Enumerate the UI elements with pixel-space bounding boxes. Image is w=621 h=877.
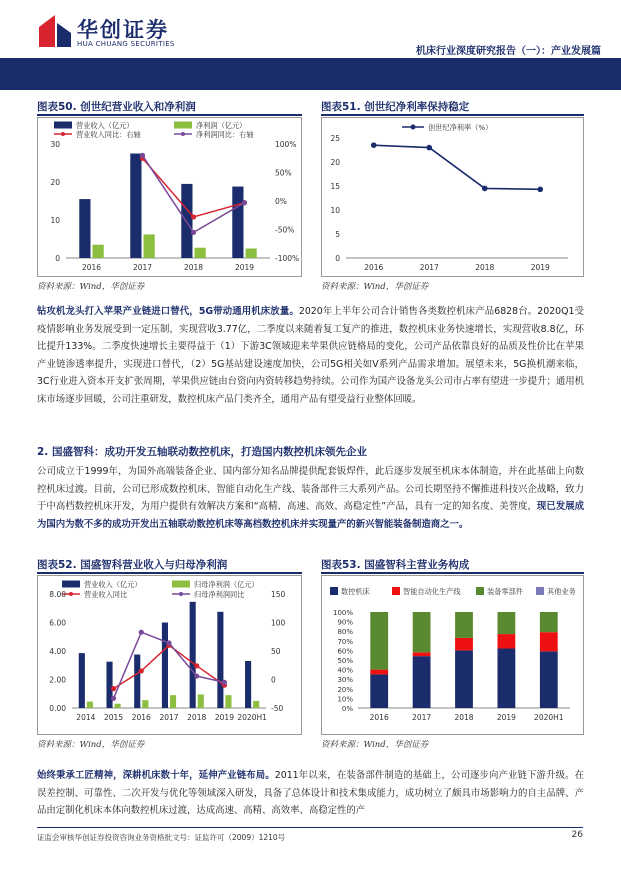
fig50-x-tick: 2018: [183, 263, 204, 272]
fig53-legend-swatch: [330, 587, 338, 595]
fig52-bar: [217, 612, 223, 708]
fig51-point: [371, 142, 377, 148]
fig52-legend-label: 营业收入同比: [84, 590, 128, 599]
fig51-y-tick: 15: [330, 182, 340, 191]
fig53-y-tick: 0%: [341, 705, 353, 713]
fig52-y2-tick: 100: [271, 618, 286, 628]
fig51-legend-marker: [411, 125, 416, 130]
fig52-bar: [190, 602, 196, 708]
fig50-legend-swatch: [54, 122, 72, 129]
fig52-bar: [198, 694, 204, 708]
fig52-point: [139, 630, 144, 635]
fig52-x-tick: 2017: [159, 713, 179, 722]
fig51-frame: [321, 117, 584, 277]
paragraph-3-lead: 始终秉承工匠精神，深耕机床数十年，延伸产业链布局。: [37, 770, 275, 781]
fig53-legend-label: 智能自动化生产线: [403, 587, 461, 596]
fig52-rule: [37, 572, 302, 574]
fig52-legend-label: 归母净利润同比: [194, 590, 245, 599]
fig52-title: 图表52. 国盛智科营业收入与归母净利润: [37, 559, 228, 571]
fig52-chart: [38, 576, 301, 734]
fig51-x-tick: 2018: [475, 263, 495, 272]
fig53-bar-segment: [497, 648, 515, 708]
fig53-bar-segment: [497, 612, 515, 634]
fig51-y-tick: 25: [330, 134, 340, 143]
fig50-y-tick: 0: [55, 254, 60, 263]
fig50-bar: [130, 154, 141, 259]
fig52-y-tick: 6.00: [49, 618, 66, 628]
fig52-bar: [106, 662, 112, 708]
fig51-point: [426, 145, 432, 151]
fig50-legend-label: 净利润（亿元）: [196, 121, 247, 130]
fig52-legend-label: 归母净利润（亿元）: [194, 580, 259, 589]
fig51-y-tick: 5: [335, 230, 340, 239]
fig51-y-tick: 10: [330, 206, 340, 215]
paragraph-3-text: 2011年以来，在装备部件制造的基础上，公司逐步向产业链下游升级。在误差控制、可靠性、二次开发与优化等领域深入研发，具备了总体设计和技术集成能力，成功树立了颇具市场影响力的自主品牌、产品由定制化机床本体向数控机床过渡，达成高速、高精、高效率、高稳定性的产: [37, 770, 584, 817]
fig50-bar: [232, 187, 243, 258]
logo-chinese-name: 华创证券: [77, 18, 169, 42]
fig51-source: 资料来源：Wind，华创证券: [321, 282, 429, 292]
fig53-x-tick: 2018: [454, 713, 474, 722]
fig52-x-tick: 2019: [214, 713, 234, 722]
footer-rule: [37, 827, 583, 828]
fig53-rule: [321, 572, 584, 574]
fig52-bar: [142, 700, 148, 708]
fig53-y-tick: 100%: [332, 609, 353, 617]
paragraph-2-bold: 现已发展成为国内为数不多的成功开发出五轴联动数控机床等高档数控机床并实现量产的新兴智能装备制造商之一。: [37, 501, 584, 530]
fig52-legend-swatch: [62, 581, 80, 588]
fig53-y-tick: 40%: [337, 666, 353, 675]
fig53-y-tick: 90%: [337, 618, 353, 627]
fig53-bar-segment: [370, 674, 388, 708]
fig51-title: 图表51. 创世纪净利率保持稳定: [321, 101, 470, 113]
fig53-x-tick: 2019: [496, 713, 516, 722]
page-number: 26: [571, 830, 583, 840]
fig50-bar: [79, 199, 90, 258]
fig53-legend-label: 装备零部件: [487, 587, 523, 596]
fig50-x-tick: 2019: [234, 263, 255, 272]
footer-text: 证监会审核华创证券投资咨询业务资格批文号：证监许可（2009）1210号: [37, 833, 286, 842]
fig52-point: [139, 668, 144, 673]
fig52-point: [194, 673, 199, 678]
report-title: 机床行业深度研究报告（一）：产业发展篇: [416, 46, 601, 57]
fig50-point: [191, 230, 196, 235]
fig50-legend-marker: [61, 132, 65, 136]
fig50-title: 图表50. 创世纪营业收入和净利润: [37, 101, 196, 113]
paragraph-2-text: 公司成立于1999年，为国外高端装备企业、国内部分知名品牌提供配套钣焊件，此后逐步发展至机床本体制造，并在此基础上向数控机床过渡。目前，公司已形成数控机床、智能自动化生产线、装备部件三大系列产品。公司长期坚持不懈推进科技兴企战略，致力于中高档数控机床开发，为用户提供有效解决方案和“高精、高速、高效、高稳定性”产品，具有一定的知名度、美誉度，: [37, 466, 584, 513]
fig50-bar: [246, 249, 257, 259]
fig52-bar: [115, 704, 121, 708]
fig52-source: 资料来源：Wind，华创证券: [37, 740, 145, 750]
fig53-bar-segment: [540, 612, 558, 632]
fig53-bar-segment: [540, 651, 558, 708]
fig53-y-tick: 20%: [337, 685, 353, 694]
fig52-x-tick: 2016: [131, 713, 151, 722]
fig51-y-tick: 0: [335, 254, 340, 263]
fig52-bar: [134, 655, 140, 708]
fig50-y-tick: 20: [50, 178, 60, 187]
fig50-point: [242, 200, 247, 205]
section-heading: 2. 国盛智科：成功开发五轴联动数控机床，打造国内数控机床领先企业: [37, 446, 367, 458]
fig53-chart: [322, 576, 583, 734]
logo-english-name: HUA CHUANG SECURITIES: [77, 40, 175, 48]
fig51-legend-label: 创世纪净利率（%）: [428, 123, 493, 132]
fig50-point: [140, 153, 145, 158]
fig53-legend-swatch: [536, 587, 544, 595]
fig50-y2-tick: 50%: [275, 168, 292, 178]
fig50-series-line: [143, 158, 245, 217]
fig51-x-tick: 2016: [364, 263, 384, 272]
fig52-frame: [37, 575, 302, 735]
fig53-y-tick: 70%: [337, 637, 353, 646]
fig50-chart: [38, 118, 301, 276]
header-band: [0, 58, 621, 90]
fig52-legend-marker: [69, 592, 73, 596]
fig52-point: [111, 686, 116, 691]
fig53-bar-segment: [413, 656, 431, 708]
fig53-x-tick: 2017: [412, 713, 432, 722]
fig52-bar: [79, 653, 85, 708]
fig52-y-tick: 2.00: [49, 675, 66, 685]
fig50-legend-label: 营业收入（亿元）: [76, 121, 134, 130]
fig50-frame: [37, 117, 302, 277]
fig53-source: 资料来源：Wind，华创证券: [321, 740, 429, 750]
fig53-y-tick: 60%: [337, 647, 353, 656]
fig50-y-tick: 30: [50, 140, 60, 149]
fig52-y2-tick: 150: [271, 590, 286, 599]
fig50-x-tick: 2017: [132, 263, 153, 272]
fig52-x-tick: 2020H1: [237, 713, 267, 722]
fig50-bar: [93, 245, 104, 258]
paragraph-1-lead: 钻攻机龙头打入苹果产业链进口替代，5G带动通用机床放量。: [37, 306, 299, 317]
fig52-y-tick: 0.00: [49, 704, 66, 713]
paragraph-3: [37, 767, 584, 821]
fig53-bar-segment: [413, 652, 431, 656]
company-logo-icon: [37, 13, 73, 49]
fig52-x-tick: 2015: [104, 713, 124, 722]
fig52-legend-swatch: [172, 581, 190, 588]
paragraph-1: [37, 303, 584, 409]
fig52-point: [194, 663, 199, 668]
fig53-y-tick: 80%: [337, 628, 353, 637]
fig52-point: [166, 640, 171, 645]
fig52-bar: [245, 661, 251, 708]
fig50-point: [191, 214, 196, 219]
fig53-legend-swatch: [476, 587, 484, 595]
fig53-bar-segment: [540, 632, 558, 651]
paragraph-1-text: 2020年上半年公司合计销售各类数控机床产品6828台。2020Q1受疫情影响业务发展受到一定压制，实现营收3.77亿，二季度以来随着复工复产的推进，数控机床业务快速增长，实现营收8.8亿，环比提升133%。二季度快速增长主要得益于（1）下游3C领域迎来苹果供应链格局的变化，公司产品依靠良好的品质及性价比在苹果产业链渗透率提升，实现进口替代，（2）5G基站建设速度加快，公司5G相关如V系列产品需求增加。展望未来，5G换机潮来临，3C行业进入资本开支扩张周期，苹果供应链由台资向内资转移趋势持续。公司作为国产设备龙头公司市占率有望进一步提升；通用机床市场逐步回暖，公司注重研发，数控机床产品门类齐全，通用产品有望受益行业整体回暖。: [37, 306, 584, 405]
fig50-source: 资料来源：Wind，华创证券: [37, 282, 145, 292]
fig53-title: 图表53. 国盛智科主营业务构成: [321, 559, 470, 571]
fig53-bar-segment: [413, 612, 431, 652]
fig53-x-tick: 2016: [369, 713, 389, 722]
fig53-legend-label: 数控机床: [341, 587, 370, 596]
fig50-legend-label: 营业收入同比：右轴: [76, 130, 141, 139]
fig50-legend-swatch: [174, 122, 192, 129]
fig52-bar: [253, 701, 259, 708]
fig50-series-line: [143, 155, 245, 232]
fig52-legend-label: 营业收入（亿元）: [84, 580, 142, 589]
fig52-series-line: [114, 645, 225, 688]
fig52-x-tick: 2014: [76, 713, 96, 722]
fig52-legend-marker: [179, 592, 183, 596]
paragraph-2: [37, 463, 584, 533]
fig53-legend-swatch: [392, 587, 400, 595]
fig51-y-tick: 20: [330, 158, 340, 167]
fig52-y-tick: 8.00: [49, 590, 66, 599]
fig50-y2-tick: -100%: [275, 254, 300, 263]
fig51-point: [482, 186, 488, 192]
fig51-chart: [322, 118, 583, 276]
fig52-bar: [87, 702, 93, 708]
fig50-bar: [195, 248, 206, 258]
fig52-bar: [225, 695, 231, 708]
fig50-x-tick: 2016: [81, 263, 102, 272]
fig53-bar-segment: [455, 638, 473, 650]
fig53-y-tick: 30%: [337, 676, 353, 685]
fig53-bar-segment: [370, 612, 388, 670]
fig52-point: [222, 680, 227, 685]
fig53-frame: [321, 575, 584, 735]
fig50-y-tick: 10: [50, 216, 60, 225]
fig50-bar: [181, 184, 192, 258]
fig53-bar-segment: [455, 650, 473, 708]
fig52-y2-tick: 0: [271, 675, 276, 685]
fig51-x-tick: 2017: [419, 263, 439, 272]
fig50-bar: [144, 234, 155, 258]
fig52-point: [111, 696, 116, 701]
fig51-rule: [321, 114, 584, 116]
fig52-y2-tick: -50: [271, 704, 284, 713]
fig50-legend-label: 净利润同比：右轴: [196, 130, 254, 139]
fig52-y-tick: 4.00: [49, 647, 66, 656]
fig52-bar: [162, 623, 168, 709]
fig53-x-tick: 2020H1: [534, 713, 564, 722]
fig53-bar-segment: [455, 612, 473, 638]
fig50-rule: [37, 114, 302, 116]
fig51-x-tick: 2019: [530, 263, 550, 272]
fig50-legend-marker: [181, 132, 185, 136]
fig50-y2-tick: 100%: [275, 140, 297, 149]
fig52-x-tick: 2018: [187, 713, 207, 722]
fig53-y-tick: 50%: [337, 657, 353, 665]
fig53-bar-segment: [370, 670, 388, 675]
fig52-bar: [170, 695, 176, 708]
fig53-legend-label: 其他业务: [547, 587, 576, 596]
fig52-y2-tick: 50: [271, 647, 281, 656]
fig50-y2-tick: -50%: [275, 225, 295, 235]
fig51-point: [537, 187, 543, 193]
fig53-y-tick: 10%: [337, 695, 353, 704]
fig50-y2-tick: 0%: [275, 197, 287, 206]
fig51-series-line: [374, 145, 541, 189]
fig53-bar-segment: [497, 634, 515, 648]
